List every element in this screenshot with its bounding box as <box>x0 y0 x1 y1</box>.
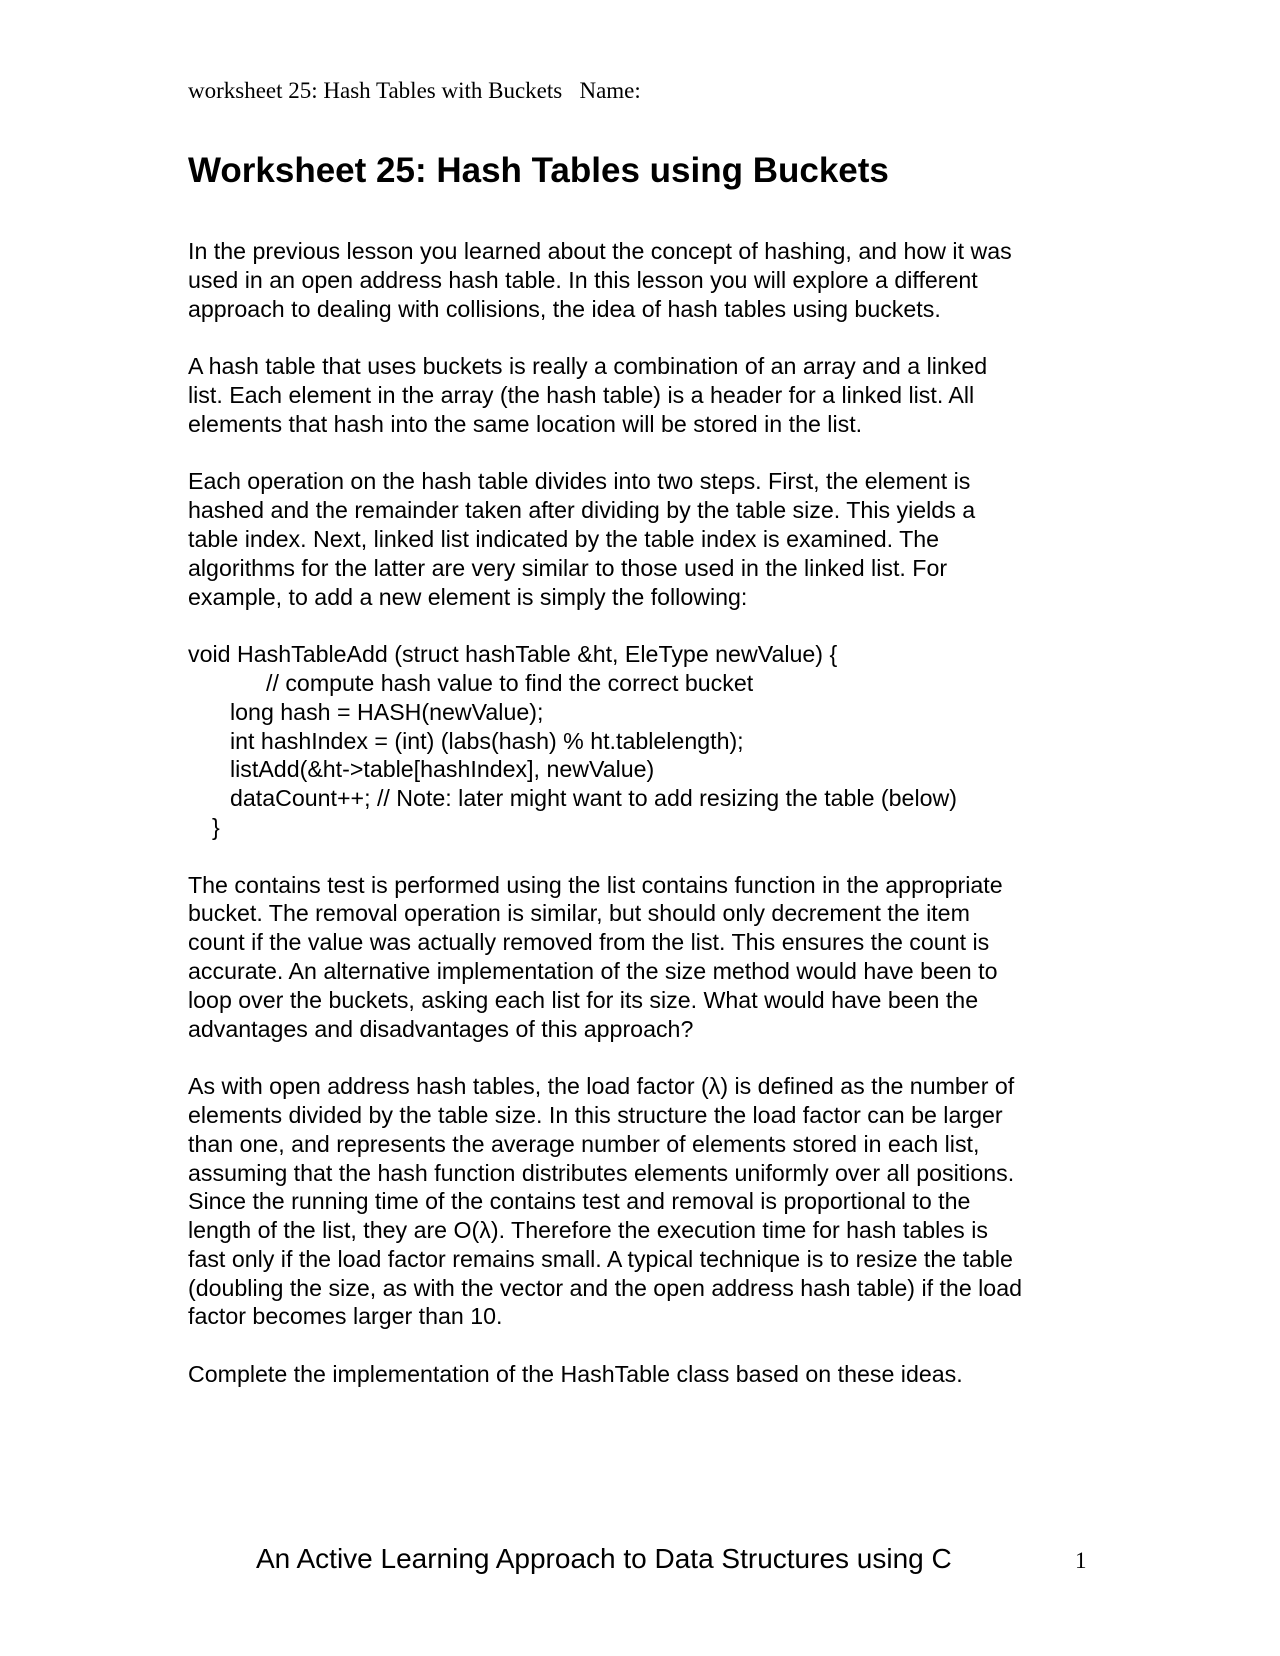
code-comment-line: // compute hash value to find the correct bucket <box>266 669 754 696</box>
text-line: hashed and the remainder taken after dividing by the table size. This yields a <box>188 497 976 524</box>
code-line: int hashIndex = (int) (labs(hash) % ht.tablelength); <box>230 727 744 754</box>
text-line: (doubling the size, as with the vector and the open address hash table) if the load <box>188 1274 1022 1301</box>
code-line: long hash = HASH(newValue); <box>230 698 544 725</box>
text-line: fast only if the load factor remains small. A typical technique is to resize the table <box>188 1245 1013 1272</box>
text-line: than one, and represents the average number of elements stored in each list, <box>188 1130 980 1157</box>
text-line: As with open address hash tables, the load factor (λ) is defined as the number of <box>188 1073 1015 1100</box>
paragraph-load-factor <box>188 1072 1118 1331</box>
text-line: Complete the implementation of the HashTable class based on these ideas. <box>188 1361 963 1388</box>
text-line: approach to dealing with collisions, the idea of hash tables using buckets. <box>188 295 941 322</box>
running-title: worksheet 25: Hash Tables with Buckets <box>188 78 563 103</box>
page-number: 1 <box>1075 1548 1087 1573</box>
text-line: list. Each element in the array (the hash table) is a header for a linked list. All <box>188 381 975 408</box>
text-line: The contains test is performed using the list contains function in the appropriate <box>188 871 1003 898</box>
text-line: factor becomes larger than 10. <box>188 1303 503 1330</box>
text-line: loop over the buckets, asking each list for its size. What would have been the <box>188 986 979 1013</box>
text-line: Since the running time of the contains test and removal is proportional to the <box>188 1188 971 1215</box>
text-line: table index. Next, linked list indicated by the table index is examined. The <box>188 525 940 552</box>
text-line: bucket. The removal operation is similar, but should only decrement the item <box>188 900 970 927</box>
text-line: used in an open address hash table. In this lesson you will explore a different <box>188 266 978 293</box>
text-line: elements divided by the table size. In this structure the load factor can be larger <box>188 1101 1003 1128</box>
name-label: Name: <box>579 78 641 103</box>
code-line: void HashTableAdd (struct hashTable &ht, EleType newValue) { <box>188 641 838 668</box>
code-line: listAdd(&ht->table[hashIndex], newValue) <box>230 756 655 783</box>
text-line: example, to add a new element is simply the following: <box>188 583 748 610</box>
paragraph-instructions <box>188 1360 1118 1389</box>
paragraph-buckets <box>188 352 1118 438</box>
worksheet-body <box>188 237 1118 1418</box>
text-line: In the previous lesson you learned about the concept of hashing, and how it was <box>188 238 1012 264</box>
paragraph-contains <box>188 871 1118 1044</box>
paragraph-operations <box>188 467 1118 611</box>
text-line: advantages and disadvantages of this approach? <box>188 1015 694 1042</box>
code-closing-brace: } <box>212 813 220 840</box>
text-line: count if the value was actually removed from the list. This ensures the count is <box>188 929 990 956</box>
text-line: assuming that the hash function distributes elements uniformly over all positions. <box>188 1159 1015 1186</box>
worksheet-title: Worksheet 25: Hash Tables using Buckets <box>188 151 889 190</box>
running-header <box>188 76 641 106</box>
text-line: accurate. An alternative implementation of the size method would have been to <box>188 957 998 984</box>
text-line: length of the list, they are O(λ). Therefore the execution time for hash tables is <box>188 1217 988 1244</box>
code-line: dataCount++; // Note: later might want to add resizing the table (below) <box>230 785 957 812</box>
footer-book-title: An Active Learning Approach to Data Structures using C <box>256 1543 952 1574</box>
text-line: algorithms for the latter are very similar to those used in the linked list. For <box>188 554 948 581</box>
paragraph-intro <box>188 237 1118 323</box>
text-line: Each operation on the hash table divides into two steps. First, the element is <box>188 468 971 495</box>
text-line: elements that hash into the same location will be stored in the list. <box>188 410 863 437</box>
text-line: A hash table that uses buckets is really a combination of an array and a linked <box>188 353 988 380</box>
code-listing <box>188 640 1118 842</box>
